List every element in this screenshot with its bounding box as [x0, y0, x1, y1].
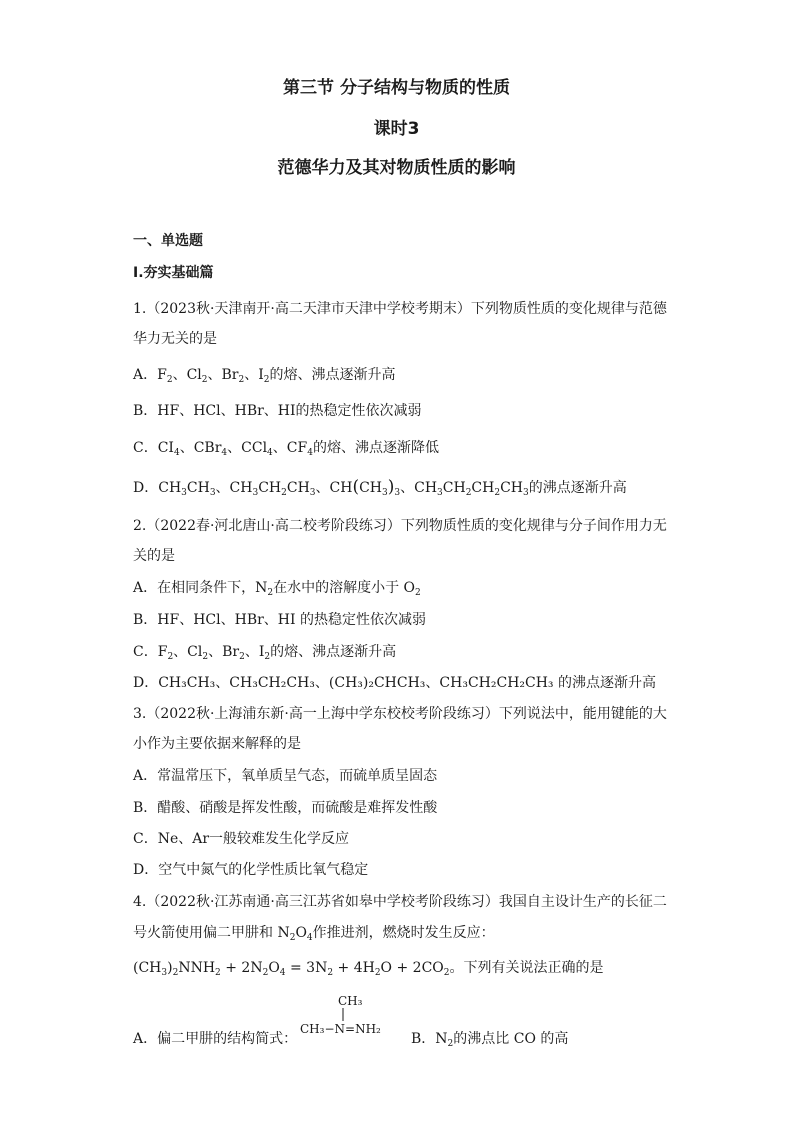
q4-stem-line1: 4.（2022秋·江苏南通·高三江苏省如皋中学校考阶段练习）我国自主设计生产的长征二 — [133, 894, 667, 910]
q1-stem-line2: 华力无关的是 — [133, 331, 217, 347]
q3-option-d: D．空气中氮气的化学性质比氧气稳定 — [133, 862, 369, 878]
q1-d-formula: $CH_3CH_3$、$CH_3CH_2CH_3$、$CH(CH_3)_3$、$CH_3CH_2CH_2CH_3$ — [158, 477, 529, 498]
q3-option-c: C．Ne、Ar一般较难发生化学反应 — [133, 831, 350, 847]
q2-option-b: B．HF、HCl、HBr、HI 的热稳定性依次减弱 — [133, 612, 426, 628]
q3-stem-line2: 小作为主要依据来解释的是 — [133, 736, 301, 752]
methyl-top: CH₃ — [338, 994, 363, 1008]
q3-option-b: B．醋酸、硝酸是挥发性酸，而硫酸是难挥发性酸 — [133, 800, 438, 816]
q4-stem-line2: 号火箭使用偏二甲肼和 $N_2O_4$作推进剂，燃烧时发生反应： — [133, 925, 495, 943]
q3-option-a: A．常温常压下，氧单质呈气态，而硫单质呈固态 — [133, 768, 438, 784]
part-heading: Ⅰ.夯实基础篇 — [133, 265, 214, 281]
q2-option-c: C．$F_2$、$Cl_2$、$Br_2$、$I_2$的熔、沸点逐渐升高 — [133, 644, 397, 662]
q2-stem-line2: 关的是 — [133, 548, 175, 564]
q1-a-formula: $F_2$、$Cl_2$、$Br_2$、$I_2$ — [157, 367, 270, 385]
q1-option-d: D．$CH_3CH_3$、$CH_3CH_2CH_3$、$CH(CH_3)_3$、$CH_3CH_2CH_2CH_3$的沸点逐渐升高 — [133, 477, 627, 498]
q4-option-b: B．$N_2$的沸点比 CO 的高 — [411, 1031, 569, 1049]
q1-option-a: A．$F_2$、$Cl_2$、$Br_2$、$I_2$的熔、沸点逐渐升高 — [133, 367, 396, 385]
q2-option-a: A．在相同条件下，$N_2$在水中的溶解度小于 $O_2$ — [133, 580, 421, 598]
q2-option-d: D．CH₃CH₃、CH₃CH₂CH₃、(CH₃)₂CHCH₃、CH₃CH₂CH₂CH₃ 的沸点逐渐升高 — [133, 675, 656, 691]
topic-title: 范德华力及其对物质性质的影响 — [277, 158, 516, 178]
q1-stem-line1: 1.（2023秋·天津南开·高二天津市天津中学校考期末）下列物质性质的变化规律与范德 — [133, 301, 667, 317]
chapter-title: 第三节 分子结构与物质的性质 — [283, 78, 510, 98]
q1-option-c: C．$CI_4$、CBr$_4$、CCl$_4$、$CF_4$的熔、沸点逐渐降低 — [133, 440, 439, 458]
q3-stem-line1: 3.（2022秋·上海浦东新·高一上海中学东校校考阶段练习）下列说法中，能用键能的大 — [133, 706, 667, 722]
structural-formula — [298, 993, 398, 1037]
q4-equation-line: $(CH_3)_2NNH_2 + 2N_2O_4 = 3N_2 + 4H_2O + 2CO_2$。下列有关说法正确的是 — [133, 960, 604, 978]
structure-main: CH₃−N=NH₂ — [300, 1022, 381, 1036]
q1-c-formula: $CI_4$、CBr$_4$、CCl$_4$、$CF_4$ — [157, 440, 313, 458]
q2-stem-line1: 2.（2022春·河北唐山·高二校考阶段练习）下列物质性质的变化规律与分子间作用力无 — [133, 518, 667, 534]
lesson-title: 课时3 — [373, 119, 420, 139]
q4-option-a: A．偏二甲肼的结构简式： — [133, 1031, 298, 1047]
q1-option-b: B．HF、HCl、HBr、HI的热稳定性依次减弱 — [133, 403, 422, 419]
reaction-equation: $(CH_3)_2NNH_2 + 2N_2O_4 = 3N_2 + 4H_2O + 2CO_2$ — [133, 960, 450, 978]
question-type-heading: 一、单选题 — [133, 233, 203, 249]
